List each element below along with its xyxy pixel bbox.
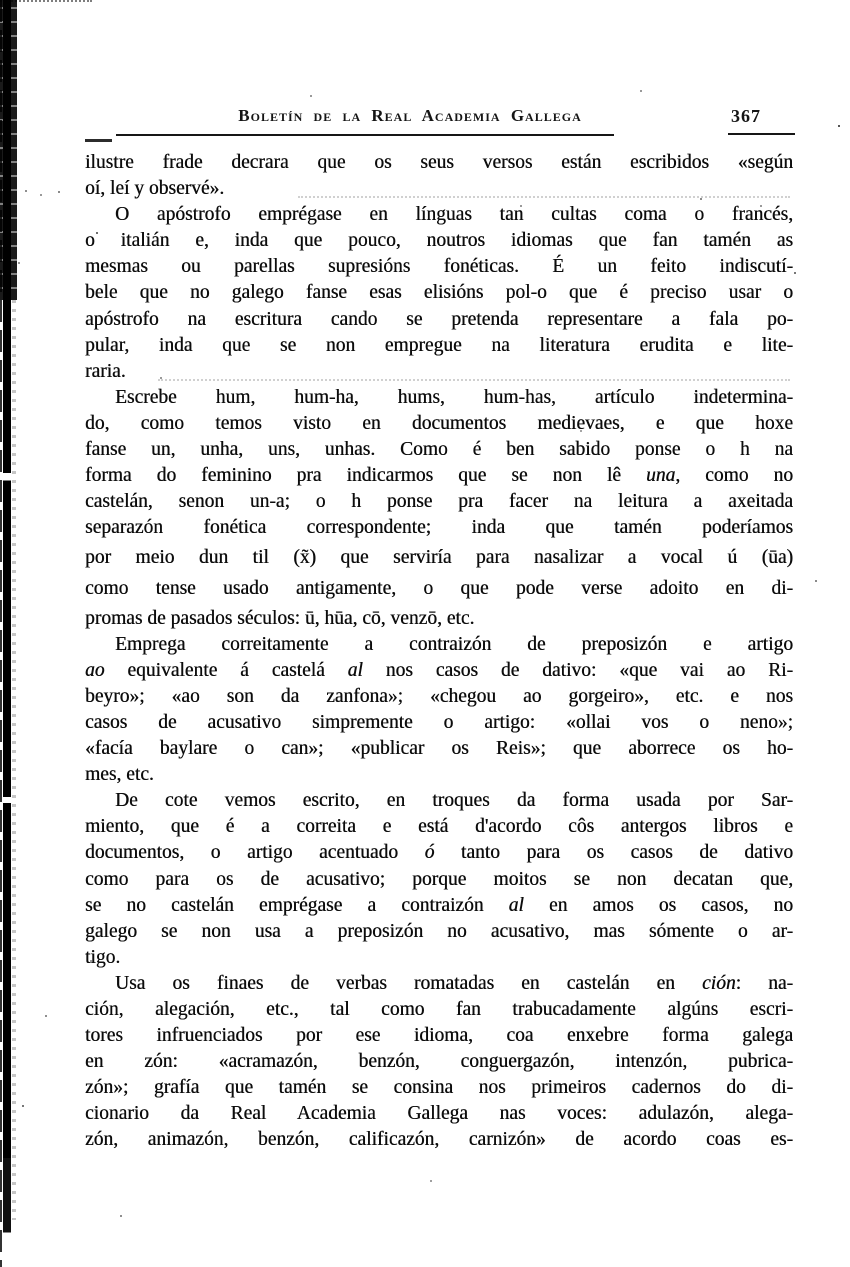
text-line: castelán, senon un-a; o h ponse pra facer na leitura a axeitada: [85, 491, 793, 513]
text-line: como para os de acusativo; porque moitos se non decatan que,: [85, 868, 793, 890]
header-rule-dash: [85, 139, 112, 142]
text-line: ilustre frade decrara que os seus versos están escribidos «según: [85, 152, 793, 173]
paragraph: [85, 632, 793, 789]
text-line: apóstrofo na escritura cando se pretenda representare a fala po-: [85, 308, 793, 330]
text-line: Usa os finaes de verbas romatadas en castelán en ción: na-: [115, 972, 793, 994]
text-line: en zón: «acramazón, benzón, conguergazón, intenzón, pubrica-: [85, 1051, 793, 1073]
text-line: como tense usado antigamente, o que pode verse adoito en di-: [85, 577, 793, 599]
binding-top-blob: [0, 0, 17, 300]
text-line: Emprega correitamente a contraizón de preposizón e artigo: [115, 633, 793, 655]
text-line: mes, etc.: [85, 764, 154, 786]
text-line: o italián e, inda que pouco, noutros idiomas que fan tamén as: [85, 230, 793, 252]
text-line: ción, alegación, etc., tal como fan trabucadamente algúns escri-: [85, 999, 793, 1020]
text-line: separazón fonética correspondente; inda que tamén poderíamos: [85, 517, 793, 539]
text-line: ao equivalente á castelá al nos casos de dativo: «que vai ao Ri-: [85, 659, 793, 681]
scan-specks: [25, 190, 27, 192]
scan-noise-row: [158, 379, 790, 381]
text-line: galego se non usa a preposizón no acusativo, mas sómente o ar-: [85, 920, 793, 942]
running-header: [0, 106, 850, 132]
text-line: do, como temos visto en documentos medievaes, e que hoxe: [85, 412, 793, 434]
text-line: beyro»; «ao son da zanfona»; «chegou ao gorgeiro», etc. e nos: [85, 685, 793, 707]
paragraph: [85, 971, 793, 1154]
text-line: O apóstrofo emprégase en línguas tan cultas coma o francés,: [115, 204, 793, 226]
paragraph: [85, 788, 793, 971]
page-number: 367: [731, 106, 761, 126]
text-line: De cote vemos escrito, en troques da forma usada por Sar-: [115, 790, 793, 812]
text-line: pular, inda que se non empregue na literatura erudita e lite-: [85, 334, 793, 356]
text-line: tores infruenciados por ese idioma, coa enxebre forma galega: [85, 1025, 793, 1047]
header-rule-pagenum: [728, 133, 795, 135]
paragraph: [85, 385, 793, 632]
text-line: «facía baylare o can»; «publicar os Reis»; que aborrece os ho-: [85, 738, 793, 760]
paragraph: [85, 150, 793, 202]
text-line: casos de acusativo simpremente o artigo: «ollai vos o neno»;: [85, 711, 793, 733]
header-rule-main: [116, 134, 614, 136]
text-line: bele que no galego fanse esas elisións pol-o que é preciso usar o: [85, 282, 793, 304]
paragraph: [85, 202, 793, 385]
text-line: miento, que é a correita e está d'acordo côs antergos libros e: [85, 816, 793, 838]
text-line: zón, animazón, benzón, calificazón, carnizón» de acordo coas es-: [85, 1129, 793, 1151]
text-line: tigo.: [85, 946, 121, 968]
scan-noise-row: [298, 196, 790, 198]
journal-title: Boletín de la Real Academia Gallega: [238, 106, 582, 125]
binding-speckle: [12, 300, 16, 1220]
page-body: [85, 150, 793, 1154]
text-line: documentos, o artigo acentuado ó tanto para os casos de dativo: [85, 842, 793, 864]
text-line: por meio dun til (x̃) que serviría para nasalizar a vocal ú (ūa): [85, 547, 793, 569]
text-line: fanse un, unha, uns, unhas. Como é ben sabido ponse o h na: [85, 439, 793, 461]
text-line: mesmas ou parellas supresións fonéticas. É un feito indiscutí-: [85, 256, 793, 278]
text-line: forma do feminino pra indicarmos que se non lê una, como no: [85, 465, 793, 487]
text-line: zón»; grafía que tamén se consina nos primeiros cadernos do di-: [85, 1077, 793, 1099]
text-line: raria.: [85, 360, 126, 382]
text-line: promas de pasados séculos: ū, hūa, cō, venzō, etc.: [85, 607, 475, 629]
text-line: oí, leí y observé».: [85, 178, 225, 200]
text-line: Escrebe hum, hum-ha, hums, hum-has, artículo indetermina-: [115, 386, 793, 408]
text-line: cionario da Real Academia Gallega nas voces: adulazón, alega-: [85, 1103, 793, 1125]
text-line: se no castelán emprégase a contraizón al en amos os casos, no: [85, 894, 793, 916]
